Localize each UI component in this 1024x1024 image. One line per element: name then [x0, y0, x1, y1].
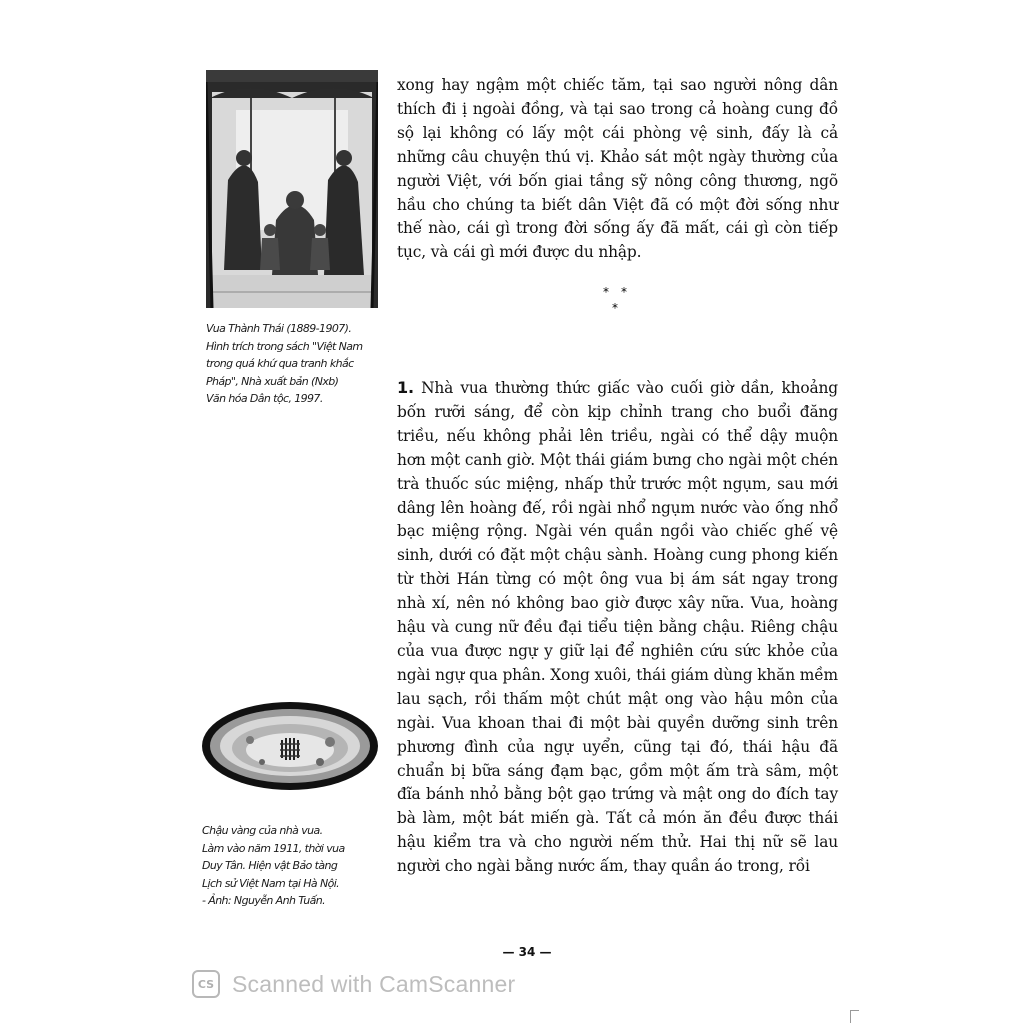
camscanner-watermark: [192, 968, 515, 1000]
section-1-text: Nhà vua thường thức giấc vào cuối giờ dần, khoảng bốn rưỡi sáng, để còn kịp chỉnh trang cho buổi đăng triều, nếu không phải lên triều, ngài có thể dậy muộn hơn một canh giờ. Một thái giám bưng cho ngài một chén trà thuốc súc miệng, nhấp thử trước một ngụm, sau mới dâng lên hoàng đế, rồi ngài nhổ ngụm nước vào ống nhổ bạc miệng rộng. Ngài vén quần ngồi vào chiếc ghế vệ sinh, dưới có đặt một chậu sành. Hoàng cung phong kiến từ thời Hán từng có một ông vua bị ám sát ngay trong nhà xí, nên nó không bao giờ được xây nữa. Vua, hoàng hậu và cung nữ đều đại tiểu tiện bằng chậu. Riêng chậu của vua được ngự y giữ lại để nghiên cứu sức khỏe của ngài ngự qua phân. Xong xuôi, thái giám dùng khăn mềm lau sạch, rồi thấm một chút mật ong vào hậu môn của ngài. Vua khoan thai đi một bài quyền dưỡng sinh trên phương đình của ngự uyển, cũng tại đó, thái hậu đã chuẩn bị bữa sáng đạm bạc, gồm một ấm trà sâm, một đĩa bánh nhỏ bằng bột gạo trứng và mật ong do đích tay bà làm, một bát miến gà. Tất cả món ăn đều được thái hậu kiểm tra và cho người nếm thử. Hai thị nữ sẽ lau người cho ngài bằng nước ấm, thay quần áo trong, rồi: [397, 379, 838, 876]
golden-basin-image: [200, 700, 380, 792]
separator-star: *: [612, 301, 618, 315]
king-thanh-thai-photo: [206, 70, 378, 308]
photo-caption: Vua Thành Thái (1889-1907). Hình trích trong sách "Việt Nam trong quá khứ qua tranh khắc Pháp", Nhà xuất bản (Nxb) Văn hóa Dân tộc, 1997.: [206, 322, 363, 405]
camscanner-logo-icon: CS: [192, 970, 220, 998]
separator-star: *: [603, 285, 609, 299]
basin-caption: Chậu vàng của nhà vua. Làm vào năm 1911, thời vua Duy Tân. Hiện vật Bảo tàng Lịch sử Việt Nam tại Hà Nội. - Ảnh: Nguyễn Anh Tuấn.: [202, 824, 345, 907]
section-number: 1.: [397, 378, 414, 397]
page-corner-mark: [850, 1010, 859, 1023]
watermark-text: Scanned with CamScanner: [232, 970, 516, 997]
page-number: — 34 —: [502, 945, 552, 959]
intro-paragraph: xong hay ngậm một chiếc tăm, tại sao người nông dân thích đi ị ngoài đồng, và tại sao trong cả hoàng cung đồ sộ lại không có lấy một cái phòng vệ sinh, đấy là cả những câu chuyện thú vị. Khảo sát một ngày thường của người Việt, với bốn giai tầng sỹ nông công thương, ngõ hầu cho chúng ta biết dân Việt đã có một đời sống như thế nào, cái gì trong đời sống ấy đã mất, cái gì còn tiếp tục, và cái gì mới được du nhập.: [397, 76, 838, 262]
section-1-paragraph: [397, 376, 838, 879]
separator-star: *: [621, 285, 627, 299]
section-separator: [601, 282, 631, 318]
